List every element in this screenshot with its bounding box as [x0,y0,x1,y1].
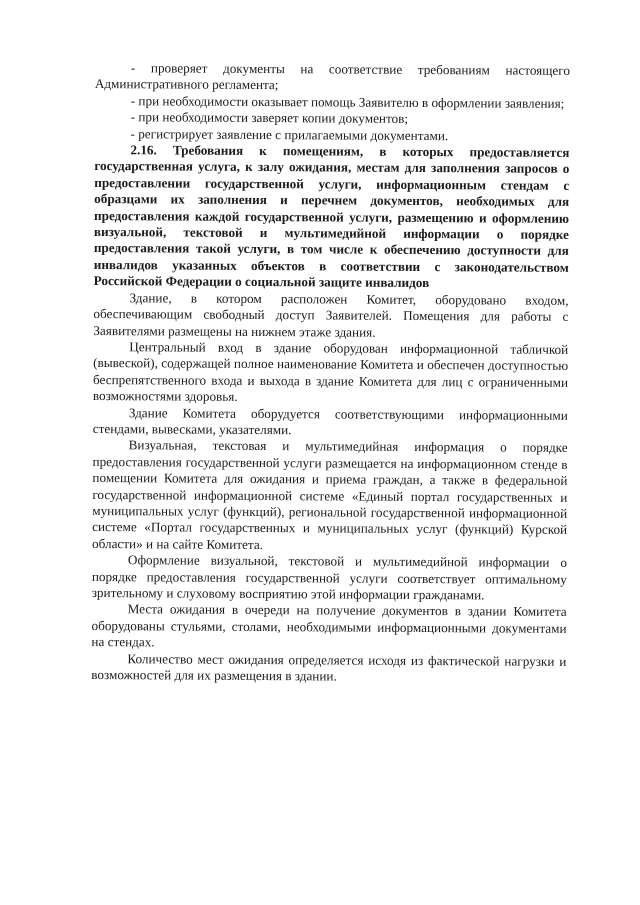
document-page [91,60,570,686]
paragraph-info-design: Оформление визуальной, текстовой и мультимедийной информации о порядке предоставления государственной услуги соответствует оптимальному зрительному и слуховому восприятию этой информации гражданами. [91,552,567,603]
paragraph-check-documents: - проверяет документы на соответствие требованиям настоящего Административного регламента; [94,60,570,93]
section-heading-2-16: 2.16. Требования к помещениям, в которых предоставляется государственная услуга, к залу ожидания, местам для заполнения запросов о предоставлении государственной услуги, информационным стендам с образцами их заполнения и перечнем документов, необходимых для предоставления каждой государственной услуги, размещению и оформлению визуальной, текстовой и мультимедийной информации о порядке предоставления такой услуги, в том числе к обеспечению доступности для инвалидов указанных объектов в соответствии с законодательством Российской Федерации о социальной защите инвалидов [93,142,570,291]
paragraph-waiting-places: Места ожидания в очереди на получение документов в здании Комитета оборудованы стульями, столами, необходимыми информационными документами на стендах. [91,601,567,650]
paragraph-info-stands: Здание Комитета оборудуется соответствующими информационными стендами, вывесками, указателями. [92,404,568,438]
paragraph-help-applicant: - при необходимости оказывает помощь Заявителю в оформлении заявления; [130,93,565,111]
paragraph-certify-copies: - при необходимости заверяет копии документов; [130,109,409,127]
paragraph-multimedia-info: Визуальная, текстовая и мультимедийная информация о порядке предоставления государственной услуги размещается на информационном стенде в помещении Комитета для ожидания и приема граждан, а также в федеральной государственной информационной системе «Единый портал государственных и муниципальных услуг (функций), региональной государственной информационной системе «Портал государственных и муниципальных услуг (функций) Курской области» и на сайте Комитета. [92,437,568,552]
paragraph-central-entrance: Центральный вход в здание оборудован информационной табличкой (вывеской), содержащей полное наименование Комитета и обеспечен доступностью беспрепятственного входа и выхода в здание Комитета для лиц с ограниченными возможностями здоровья. [92,339,569,405]
paragraph-building-entrance: Здание, в котором расположен Комитет, оборудовано входом, обеспечивающим свободный доступ Заявителей. Помещения для работы с Заявителями размещены на нижнем этаже здания. [93,289,569,340]
paragraph-waiting-count: Количество мест ожидания определяется исходя из фактической нагрузки и возможностей для их размещения в здании. [91,650,567,684]
paragraph-register-application: - регистрирует заявление с прилагаемыми документами. [130,125,449,143]
